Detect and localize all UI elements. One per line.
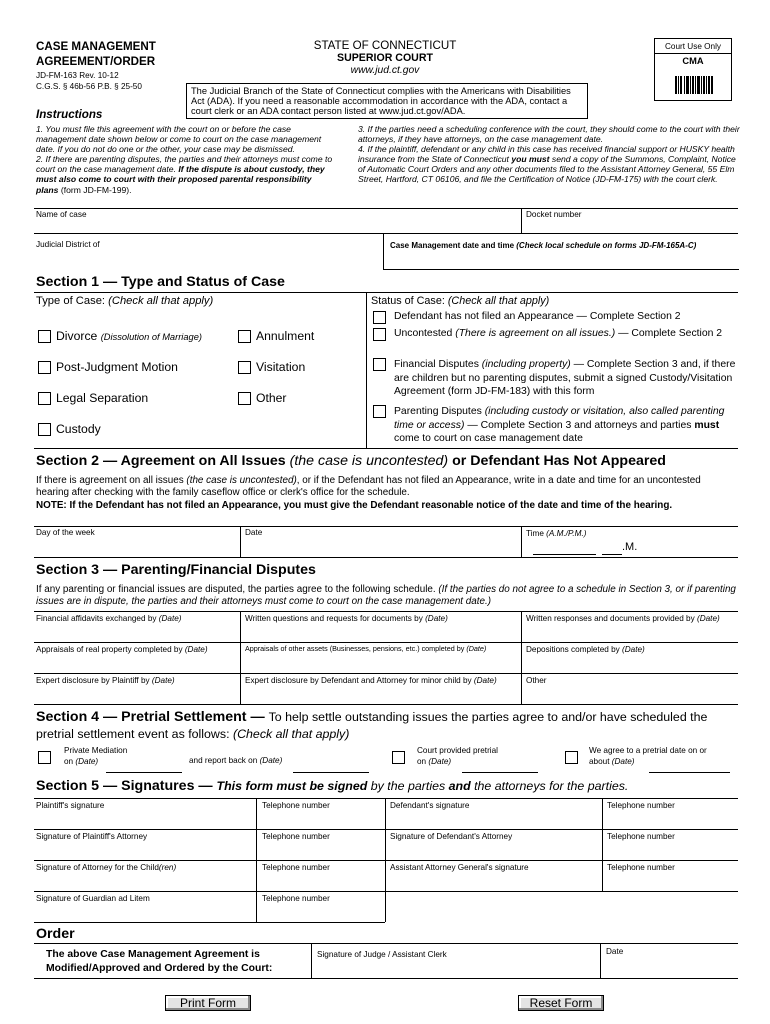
appraisals-other-label: Appraisals of other assets (Businesses, pensions, etc.) completed by (Date) (245, 644, 487, 653)
section3-text: If any parenting or financial issues are disputed, the parties agree to the following schedule. (If the parties do not agree to a schedule in Section 3, or if parenting issues are in dispute, the parties and their attorneys must come to court on the case management date.) (36, 584, 736, 608)
status-no-appearance-label: Defendant has not filed an Appearance — Complete Section 2 (394, 311, 681, 322)
defendant-attorney-signature-field[interactable] (390, 843, 598, 858)
child-attorney-signature-field[interactable] (36, 874, 252, 889)
court-use-box: Court Use Only CMA (654, 38, 732, 101)
report-back-date-input[interactable] (293, 758, 369, 771)
status-of-case-label: Status of Case: (Check all that apply) (371, 295, 550, 307)
order-text: The above Case Management Agreement is Modified/Approved and Ordered by the Court: (46, 949, 273, 974)
written-questions-input[interactable] (245, 625, 517, 640)
private-mediation-label: Private Mediation on (Date) (64, 746, 128, 766)
status-parenting-checkbox[interactable] (373, 405, 386, 418)
visitation-checkbox[interactable] (238, 361, 251, 374)
post-judgment-label: Post-Judgment Motion (56, 360, 178, 374)
section3-heading: Section 3 — Parenting/Financial Disputes (36, 562, 316, 578)
docket-number-label: Docket number (526, 210, 582, 219)
status-uncontested-label: Uncontested (There is agreement on all issues.) — Complete Section 2 (394, 328, 723, 339)
plaintiff-attorney-signature-field[interactable] (36, 843, 252, 858)
annulment-label: Annulment (256, 329, 315, 343)
defendant-signature-label: Defendant's signature (390, 801, 470, 810)
print-form-button[interactable]: Print Form (165, 995, 251, 1011)
other-schedule-input[interactable] (526, 687, 734, 702)
gal-telephone-input[interactable] (262, 905, 381, 920)
status-financial-checkbox[interactable] (373, 358, 386, 371)
judicial-district-label: Judicial District of (36, 240, 100, 249)
instruction-1: 1. You must file this agreement with the court on or before the case management date shown below or come to court on the case management date. If you do not do one or the other, your case may be dismissed. (36, 124, 322, 155)
aag-signature-label: Assistant Attorney General's signature (390, 863, 529, 872)
expert-plaintiff-input[interactable] (36, 687, 236, 702)
plaintiff-telephone-input[interactable] (262, 812, 381, 827)
status-parenting-label: Parenting Disputes (including custody or visitation, also called parenting time or access) — Complete Section 3 and attorneys and parties must come to court on case management date (394, 406, 725, 445)
section5-heading: Section 5 — Signatures — This form must be signed by the parties and the attorneys for the parties. (36, 778, 629, 794)
plaintiff-attorney-signature-label: Signature of Plaintiff's Attorney (36, 832, 148, 841)
plaintiff-telephone-label: Telephone number (262, 801, 330, 810)
status-uncontested-checkbox[interactable] (373, 328, 386, 341)
custody-checkbox[interactable] (38, 423, 51, 436)
section4-heading: Section 4 — Pretrial Settlement — To help settle outstanding issues the parties agree to and/or have scheduled the pretrial settlement event as follows: (Check all that apply) (36, 709, 708, 741)
report-back-label: and report back on (Date) (189, 756, 283, 765)
instruction-2: 2. If there are parenting disputes, the parties and their attorneys must come to court on the case management date. If the dispute is about custody, they must also come to court with their proposed parental responsibility plans (form JD-FM-199). (36, 154, 333, 195)
instructions-heading: Instructions (36, 108, 103, 121)
status-no-appearance-checkbox[interactable] (373, 311, 386, 324)
appraisals-real-label: Appraisals of real property completed by (Date) (36, 645, 208, 654)
court-pretrial-date-input[interactable] (462, 758, 538, 771)
gal-signature-field[interactable] (36, 905, 252, 920)
day-of-week-label: Day of the week (36, 528, 95, 537)
written-responses-input[interactable] (526, 625, 734, 640)
judge-signature-field[interactable] (317, 960, 596, 976)
written-questions-label: Written questions and requests for documents by (Date) (245, 614, 448, 623)
appraisals-real-input[interactable] (36, 656, 236, 671)
plaintiff-attorney-telephone-input[interactable] (262, 843, 381, 858)
docket-number-input[interactable] (526, 220, 734, 232)
divorce-checkbox[interactable] (38, 330, 51, 343)
written-responses-label: Written responses and documents provided by (Date) (526, 614, 720, 623)
reset-form-button[interactable]: Reset Form (518, 995, 604, 1011)
gal-telephone-label: Telephone number (262, 894, 330, 903)
private-mediation-checkbox[interactable] (38, 751, 51, 764)
defendant-telephone-input[interactable] (607, 812, 735, 827)
mediation-date-input[interactable] (106, 758, 182, 771)
expert-defendant-input[interactable] (245, 687, 517, 702)
court-header: STATE OF CONNECTICUT SUPERIOR COURT www.jud.ct.gov (313, 39, 457, 76)
instruction-3: 3. If the parties need a scheduling conference with the court, they should come to the court with their attorneys, if they have attorneys, on the case management date. (358, 124, 740, 145)
order-heading: Order (36, 926, 75, 942)
barcode-icon (675, 76, 713, 94)
post-judgment-checkbox[interactable] (38, 361, 51, 374)
aag-telephone-input[interactable] (607, 874, 735, 889)
hearing-time-label: Time (A.M./P.M.) (526, 529, 587, 538)
ada-notice: The Judicial Branch of the State of Connecticut complies with the Americans with Disabilities Act (ADA). If you need a reasonable accommodation in accordance with the ADA, contact a court clerk or an ADA contact person listed at www.jud.ct.gov/ADA. (186, 83, 588, 119)
financial-affidavits-label: Financial affidavits exchanged by (Date) (36, 614, 182, 623)
child-attorney-telephone-label: Telephone number (262, 863, 330, 872)
section1-heading: Section 1 — Type and Status of Case (36, 274, 285, 290)
other-label: Other (256, 391, 287, 405)
legal-separation-checkbox[interactable] (38, 392, 51, 405)
visitation-label: Visitation (256, 360, 306, 374)
plaintiff-signature-field[interactable] (36, 812, 252, 827)
status-financial-label: Financial Disputes (including property) — Complete Section 3 and, if there are children but no parenting disputes, submit a signed Custody/Visitation Agreement (form JD-FM-183) with this form (394, 359, 736, 398)
order-date-input[interactable] (606, 958, 734, 976)
order-date-label: Date (606, 947, 624, 956)
financial-affidavits-input[interactable] (36, 625, 236, 640)
defendant-signature-field[interactable] (390, 812, 598, 827)
case-management-date-box[interactable]: Case Management date and time (Check local schedule on forms JD-FM-165A-C) (383, 233, 739, 270)
instructions-right (358, 124, 742, 185)
court-pretrial-checkbox[interactable] (392, 751, 405, 764)
agreed-pretrial-date-input[interactable] (649, 758, 730, 771)
day-of-week-input[interactable] (36, 538, 236, 555)
plaintiff-signature-label: Plaintiff's signature (36, 801, 105, 810)
expert-plaintiff-label: Expert disclosure by Plaintiff by (Date) (36, 676, 175, 685)
agreed-pretrial-label: We agree to a pretrial date on or about (Date) (589, 746, 707, 766)
expert-defendant-label: Expert disclosure by Defendant and Attorney for minor child by (Date) (245, 676, 497, 685)
appraisals-other-input[interactable] (245, 656, 517, 671)
ampm-suffix: .M. (622, 541, 638, 553)
other-schedule-label: Other (526, 676, 547, 685)
section2-text: If there is agreement on all issues (the case is uncontested), or if the Defendant has not filed an Appearance, write in a date and time for an uncontested hearing after checking with the family caseflow office or clerk's office for the schedule. (36, 475, 701, 499)
other-checkbox[interactable] (238, 392, 251, 405)
child-attorney-signature-label: Signature of Attorney for the Child(ren) (36, 863, 177, 872)
defendant-attorney-signature-label: Signature of Defendant's Attorney (390, 832, 513, 841)
hearing-time-input[interactable] (533, 541, 596, 554)
gal-signature-label: Signature of Guardian ad Litem (36, 894, 150, 903)
court-pretrial-label: Court provided pretrial on (Date) (417, 746, 499, 766)
section2-note: NOTE: If the Defendant has not filed an Appearance, you must give the Defendant reasonable notice of the date and time of the hearing. (36, 500, 673, 511)
legal-separation-label: Legal Separation (56, 391, 149, 405)
defendant-attorney-telephone-label: Telephone number (607, 832, 675, 841)
instruction-4: 4. If the plaintiff, defendant or any child in this case has received financial support or HUSKY health insurance from the State of Connecticut you must send a copy of the Summons, Complaint, Notice of Automatic Court Orders and any other documents filed to the Assistant Attorney General, 55 Elm Street, Hartford, CT 06106, and file the Certification of Notice (JD-FM-175) with the court clerk. (358, 144, 736, 185)
custody-label: Custody (56, 422, 101, 436)
instructions-left (36, 124, 336, 195)
hearing-ampm-input[interactable] (602, 541, 622, 554)
plaintiff-attorney-telephone-label: Telephone number (262, 832, 330, 841)
hearing-date-label: Date (245, 528, 263, 537)
form-title: CASE MANAGEMENT AGREEMENT/ORDER (36, 40, 156, 68)
name-of-case-input[interactable] (36, 220, 516, 232)
judicial-district-input[interactable] (36, 252, 381, 268)
form-number: JD-FM-163 Rev. 10-12 C.G.S. § 46b-56 P.B. § 25-50 (36, 71, 142, 91)
annulment-checkbox[interactable] (238, 330, 251, 343)
defendant-telephone-label: Telephone number (607, 801, 675, 810)
defendant-attorney-telephone-input[interactable] (607, 843, 735, 858)
section2-heading: Section 2 — Agreement on All Issues (the case is uncontested) or Defendant Has Not Appeared (36, 453, 666, 469)
aag-signature-field[interactable] (390, 874, 598, 889)
hearing-date-input[interactable] (245, 538, 517, 555)
aag-telephone-label: Telephone number (607, 863, 675, 872)
agreed-pretrial-checkbox[interactable] (565, 751, 578, 764)
divorce-label: Divorce (Dissolution of Marriage) (56, 329, 202, 343)
depositions-label: Depositions completed by (Date) (526, 645, 645, 654)
depositions-input[interactable] (526, 656, 734, 671)
child-attorney-telephone-input[interactable] (262, 874, 381, 889)
type-of-case-label: Type of Case: (Check all that apply) (36, 295, 214, 307)
name-of-case-label: Name of case (36, 210, 87, 219)
judge-signature-label: Signature of Judge / Assistant Clerk (317, 950, 447, 959)
